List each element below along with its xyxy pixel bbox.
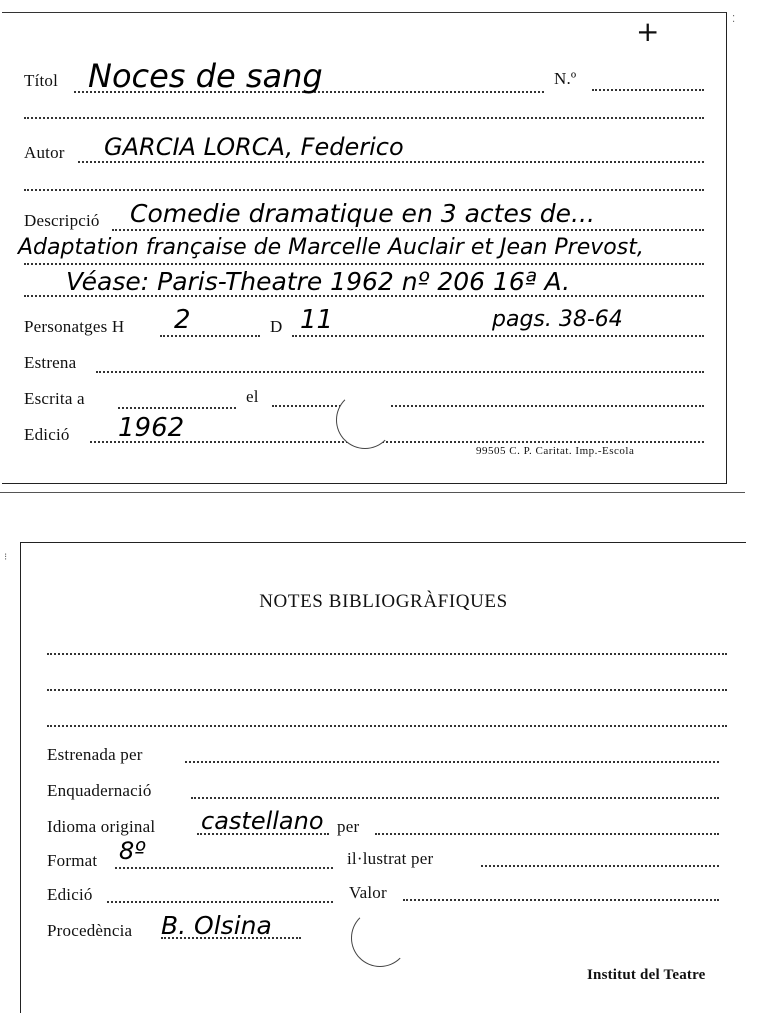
value-label: Valor: [349, 883, 387, 902]
premiere-line: [96, 371, 704, 373]
characters-d-value: 11: [300, 305, 334, 335]
author-value: GARCIA LORCA, Federico: [104, 133, 404, 161]
catalog-card-back: [20, 542, 746, 1013]
illustrated-label: il·lustrat per: [347, 849, 434, 868]
written-date-label: el: [246, 387, 259, 406]
edition-value: 1962: [118, 413, 185, 443]
original-language-value: castellano: [201, 807, 324, 835]
author-line-2: [24, 189, 704, 191]
per-line: [375, 833, 719, 835]
description-line-2: [24, 263, 704, 265]
edition-label: Edició: [24, 425, 70, 444]
premiered-by-label: Estrenada per: [47, 745, 143, 764]
description-line-1: [112, 229, 704, 231]
card-separator: [0, 492, 745, 493]
written-date-line: [272, 405, 704, 407]
per-label: per: [337, 817, 360, 836]
format-label: Format: [47, 851, 98, 870]
original-language-label: Idioma original: [47, 817, 156, 836]
written-in-line: [118, 407, 236, 409]
edition2-line: [107, 901, 333, 903]
institution-name: Institut del Teatre: [587, 967, 706, 983]
corner-plus-mark: +: [636, 15, 660, 48]
edge-speck-1: ⁚: [732, 14, 736, 25]
characters-d-line: [292, 335, 704, 337]
description-value-2: Adaptation française de Marcelle Auclair et Jean Prevost,: [18, 235, 644, 260]
value-line: [403, 899, 719, 901]
characters-h-line: [160, 335, 260, 337]
edge-speck-2: ⁝: [4, 552, 8, 563]
characters-d-label: D: [270, 317, 283, 336]
notes-line-1: [47, 653, 727, 655]
notes-heading: NOTES BIBLIOGRÀFIQUES: [259, 591, 508, 612]
description-value-1: Comedie dramatique en 3 actes de...: [130, 199, 595, 228]
title-line-2: [24, 117, 704, 119]
format-value: 8º: [119, 837, 146, 865]
premiere-label: Estrena: [24, 353, 77, 372]
notes-line-2: [47, 689, 727, 691]
title-label: Títol: [24, 71, 59, 90]
format-line: [115, 867, 333, 869]
premiered-by-line: [185, 761, 719, 763]
number-line: [592, 89, 704, 91]
characters-label: Personatges H: [24, 317, 125, 336]
author-line: [78, 161, 704, 163]
written-in-label: Escrita a: [24, 389, 85, 408]
pages-value: pags. 38-64: [492, 307, 623, 332]
punch-hole: [336, 391, 394, 449]
characters-h-value: 2: [174, 305, 191, 335]
catalog-card-front: [2, 12, 727, 484]
description-value-3: Véase: Paris-Theatre 1962 nº 206 16ª A.: [66, 267, 571, 296]
provenance-value: B. Olsina: [161, 911, 272, 940]
edition2-label: Edició: [47, 885, 93, 904]
author-label: Autor: [24, 143, 65, 162]
number-label: N.º: [554, 69, 577, 88]
printer-footer: 99505 C. P. Caritat. Imp.-Escola: [476, 445, 635, 457]
binding-line: [191, 797, 719, 799]
illustrated-line: [481, 865, 719, 867]
punch-hole-2: [351, 909, 409, 967]
title-value: Noces de sang: [88, 57, 323, 95]
binding-label: Enquadernació: [47, 781, 152, 800]
notes-line-3: [47, 725, 727, 727]
provenance-label: Procedència: [47, 921, 133, 940]
description-label: Descripció: [24, 211, 100, 230]
